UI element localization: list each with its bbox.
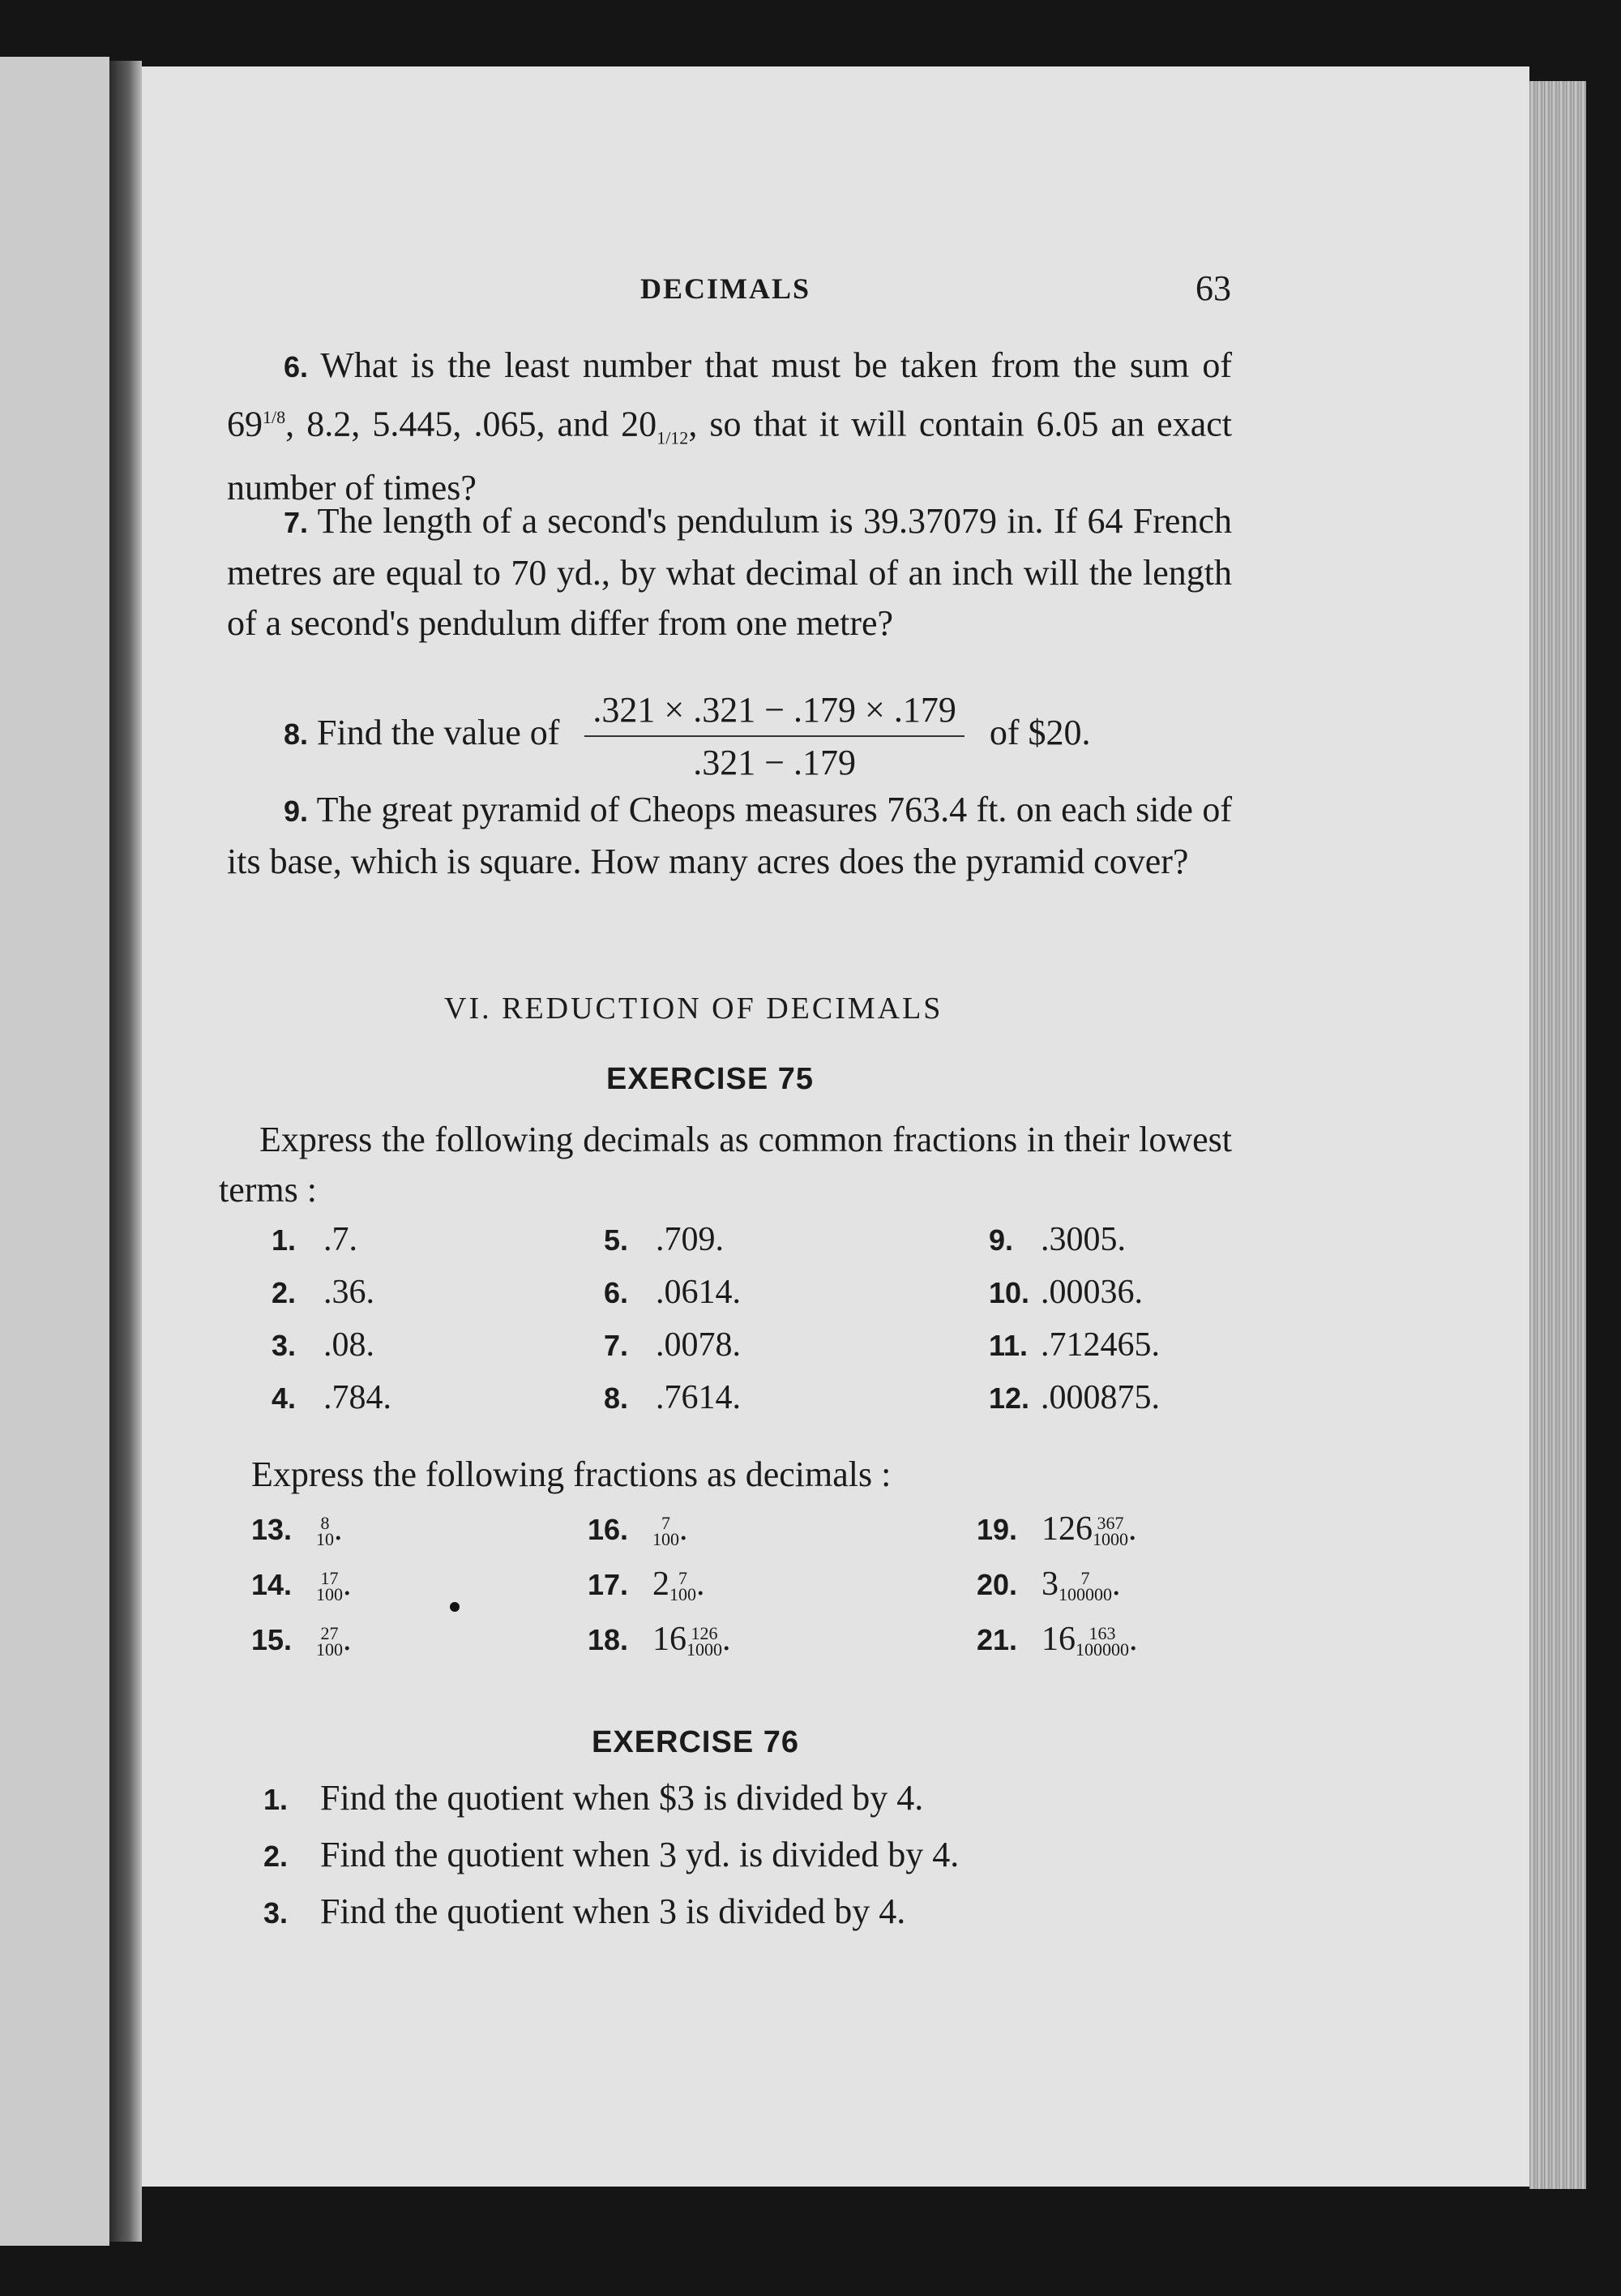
decimal-value: .709. — [656, 1221, 724, 1258]
fraction-numerator: 126 — [691, 1623, 718, 1644]
stacked-fraction — [1076, 1623, 1129, 1660]
stacked-fraction — [669, 1570, 696, 1603]
fraction-denominator: 100000 — [1059, 1584, 1112, 1605]
decimal-value: .0078. — [656, 1326, 741, 1364]
decimal-item — [989, 1273, 1143, 1312]
fraction-denominator: 100 — [316, 1584, 343, 1605]
exercise-75-title: EXERCISE 75 — [606, 1062, 814, 1096]
period-mark: . — [696, 1566, 705, 1603]
fraction-item — [251, 1565, 352, 1604]
fraction-item — [977, 1620, 1138, 1659]
item-number: 2. — [272, 1276, 297, 1309]
book-gutter — [109, 61, 142, 2242]
period-mark: . — [679, 1510, 688, 1548]
item-number: 13. — [251, 1513, 293, 1546]
item-number: 5. — [604, 1223, 629, 1257]
problem-text: The length of a second's pendulum is 39.37079 in. If 64 French metres are equal to 70 yd., by what decimal of an inch will the length of a second's pendulum differ from one metre? — [227, 501, 1232, 643]
problem-number: 8. — [284, 718, 309, 752]
left-page-edge — [0, 57, 109, 2246]
exercise-76-item — [263, 1777, 923, 1818]
stacked-fraction — [686, 1623, 722, 1660]
decimal-item — [604, 1378, 741, 1417]
item-number: 17. — [588, 1568, 629, 1601]
fraction-numerator: 7 — [678, 1568, 687, 1589]
section-title: VI. REDUCTION OF DECIMALS — [444, 992, 943, 1026]
decimal-value: .36. — [323, 1274, 374, 1311]
whole-number: 2 — [652, 1566, 669, 1603]
item-number: 2. — [263, 1840, 289, 1873]
fraction-numerator: 7 — [1080, 1568, 1090, 1589]
problem-tail: of $20. — [989, 713, 1091, 753]
item-number: 16. — [588, 1513, 629, 1546]
exercise-76-item — [263, 1834, 959, 1875]
fraction-denominator: 100 — [316, 1639, 343, 1660]
fraction-numerator: 27 — [320, 1623, 339, 1644]
page-stack-edge — [1529, 81, 1586, 2189]
fraction-numerator: 7 — [661, 1513, 670, 1534]
stacked-fraction — [316, 1570, 343, 1603]
mixed-fraction: 1/12 — [657, 427, 689, 448]
mixed-fraction: 1/8 — [263, 407, 286, 427]
fraction-denominator: 100000 — [1076, 1639, 1129, 1660]
stacked-fraction — [1093, 1515, 1128, 1548]
problem-9 — [227, 785, 1232, 887]
item-number: 3. — [272, 1329, 297, 1362]
stacked-fraction — [652, 1515, 679, 1548]
item-number: 6. — [604, 1276, 629, 1309]
problem-number: 9. — [284, 795, 309, 828]
decimal-item — [272, 1220, 357, 1259]
item-text: Find the quotient when 3 is divided by 4. — [320, 1891, 906, 1931]
fraction-numerator: 367 — [1097, 1513, 1124, 1534]
period-mark: . — [1128, 1510, 1137, 1548]
decimal-value: .3005. — [1041, 1221, 1126, 1258]
problem-fraction — [584, 689, 964, 783]
fraction-item — [251, 1510, 343, 1549]
item-text: Find the quotient when 3 yd. is divided by 4. — [320, 1835, 960, 1874]
decimal-item — [272, 1378, 391, 1417]
problem-number: 6. — [284, 350, 309, 383]
whole-number: 16 — [652, 1621, 686, 1658]
ink-dot — [450, 1602, 460, 1612]
period-mark: . — [343, 1621, 352, 1658]
problem-text: , so that it will contain 6.05 an exact number of times? — [227, 404, 1232, 508]
decimal-value: .784. — [323, 1379, 391, 1416]
item-number: 15. — [251, 1623, 293, 1656]
fraction-denominator: .321 − .179 — [693, 743, 857, 782]
period-mark: . — [1112, 1566, 1121, 1603]
item-number: 8. — [604, 1381, 629, 1415]
item-number: 14. — [251, 1568, 293, 1601]
item-number: 10. — [989, 1276, 1030, 1309]
decimal-item — [272, 1326, 374, 1364]
decimal-value: .000875. — [1041, 1379, 1160, 1416]
problem-text: What is the least number that must be taken from the sum of 69 — [227, 345, 1232, 444]
decimal-value: .00036. — [1041, 1274, 1143, 1311]
decimal-value: .712465. — [1041, 1326, 1160, 1364]
item-number: 20. — [977, 1568, 1018, 1601]
item-number: 7. — [604, 1329, 629, 1362]
decimal-item — [604, 1326, 741, 1364]
fraction-numerator: .321 × .321 − .179 × .179 — [584, 689, 964, 737]
item-number: 19. — [977, 1513, 1018, 1546]
decimal-value: .7614. — [656, 1379, 741, 1416]
decimal-item — [989, 1326, 1160, 1364]
stacked-fraction — [1059, 1570, 1112, 1603]
problem-lead: Find the value of — [317, 713, 560, 753]
fraction-item — [588, 1620, 731, 1659]
item-number: 9. — [989, 1223, 1014, 1257]
exercise-75-instruction-2: Express the following fractions as decimals : — [251, 1454, 892, 1494]
problem-7 — [227, 496, 1232, 649]
page-number: 63 — [1195, 268, 1231, 308]
item-number: 11. — [989, 1329, 1029, 1362]
decimal-item — [604, 1220, 724, 1259]
decimal-value: .0614. — [656, 1274, 741, 1311]
running-head: DECIMALS — [640, 272, 811, 305]
fraction-numerator: 163 — [1089, 1623, 1116, 1644]
fraction-denominator: 1000 — [1093, 1529, 1128, 1550]
decimal-value: .08. — [323, 1326, 374, 1364]
item-text: Find the quotient when $3 is divided by 4. — [320, 1778, 924, 1818]
whole-number: 126 — [1041, 1510, 1093, 1548]
period-mark: . — [334, 1510, 343, 1548]
exercise-75-instruction: Express the following decimals as common fractions in their lowest terms : — [219, 1120, 1232, 1210]
item-number: 21. — [977, 1623, 1018, 1656]
fraction-item — [977, 1510, 1137, 1549]
stacked-fraction — [316, 1515, 334, 1548]
item-number: 1. — [272, 1223, 297, 1257]
period-mark: . — [343, 1566, 352, 1603]
item-number: 18. — [588, 1623, 629, 1656]
exercise-76-item — [263, 1891, 905, 1932]
item-number: 3. — [263, 1896, 289, 1930]
problem-8 — [284, 689, 1091, 783]
exercise-76-title: EXERCISE 76 — [592, 1725, 799, 1759]
decimal-item — [272, 1273, 374, 1312]
problem-number: 7. — [284, 506, 309, 539]
decimal-item — [604, 1273, 741, 1312]
fraction-item — [588, 1565, 705, 1604]
fraction-denominator: 10 — [316, 1529, 334, 1550]
period-mark: . — [722, 1621, 731, 1658]
decimal-value: .7. — [323, 1221, 357, 1258]
item-number: 12. — [989, 1381, 1030, 1415]
problem-text: The great pyramid of Cheops measures 763.4 ft. on each side of its base, which is square. How many acres does the pyramid cover? — [227, 790, 1232, 881]
fraction-numerator: 17 — [320, 1568, 339, 1589]
fraction-denominator: 1000 — [686, 1639, 722, 1660]
stacked-fraction — [316, 1623, 343, 1660]
fraction-item — [251, 1620, 352, 1659]
decimal-item — [989, 1220, 1126, 1259]
whole-number: 16 — [1041, 1621, 1076, 1658]
item-number: 4. — [272, 1381, 297, 1415]
fraction-item — [977, 1565, 1121, 1604]
problem-text: , 8.2, 5.445, .065, and 20 — [285, 404, 657, 444]
fraction-denominator: 100 — [652, 1529, 679, 1550]
problem-6 — [227, 341, 1232, 513]
fraction-item — [588, 1510, 688, 1549]
decimal-item — [989, 1378, 1160, 1417]
period-mark: . — [1129, 1621, 1138, 1658]
item-number: 1. — [263, 1783, 289, 1816]
fraction-denominator: 100 — [669, 1584, 696, 1605]
whole-number: 3 — [1041, 1566, 1059, 1603]
fraction-numerator: 8 — [320, 1513, 330, 1534]
